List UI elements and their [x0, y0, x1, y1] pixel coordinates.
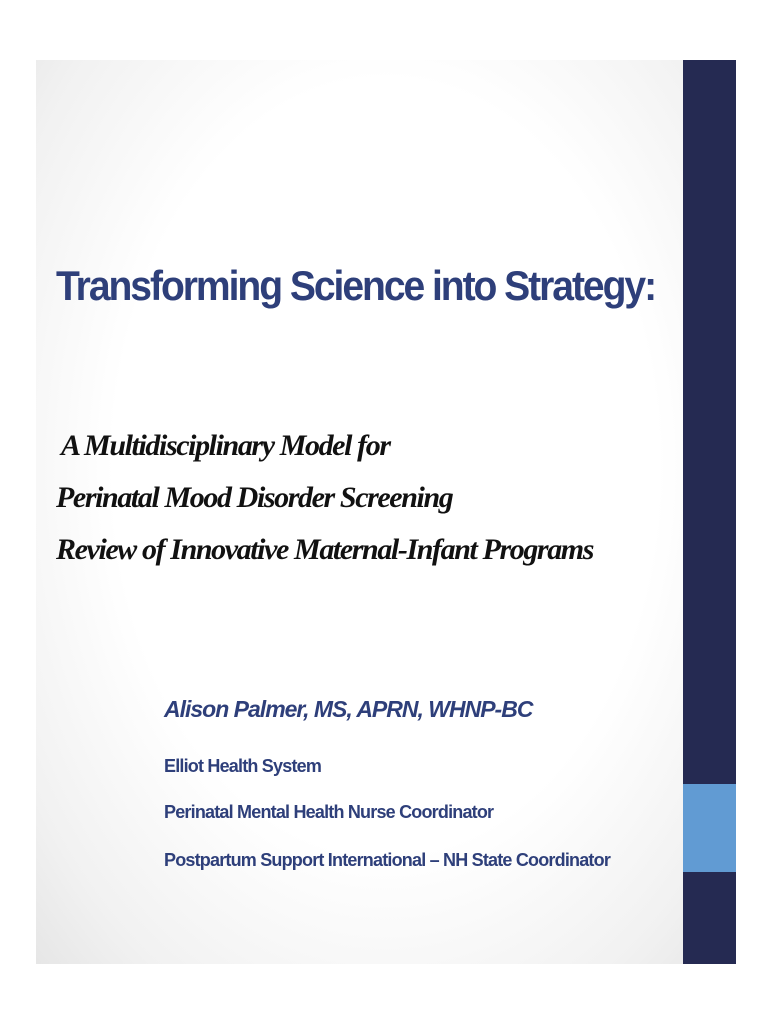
author-name: Alison Palmer, MS, APRN, WHNP-BC: [164, 696, 533, 722]
affiliation-role: Perinatal Mental Health Nurse Coordinator: [164, 802, 494, 822]
subtitle-line-3: Review of Innovative Maternal-Infant Programs: [56, 533, 594, 566]
slide-subtitle: [56, 420, 676, 576]
subtitle-line-2: Perinatal Mood Disorder Screening: [56, 481, 453, 514]
accent-block: [683, 784, 736, 872]
slide-title: Transforming Science into Strategy:: [56, 262, 656, 309]
affiliation-state-coordinator: Postpartum Support International – NH State Coordinator: [164, 850, 611, 870]
affiliation-organization: Elliot Health System: [164, 756, 322, 776]
subtitle-line-1: A Multidisciplinary Model for: [56, 429, 390, 462]
